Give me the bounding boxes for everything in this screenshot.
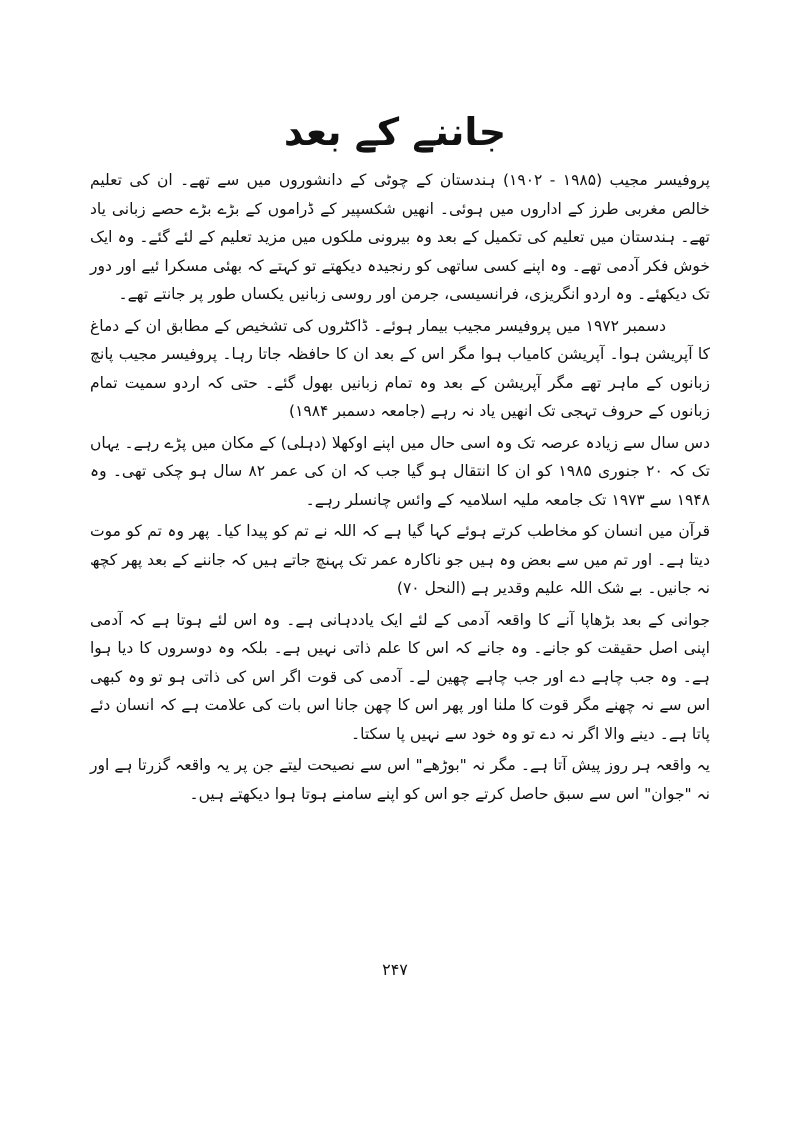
page-title: جاننے کے بعد bbox=[283, 110, 507, 154]
paragraph-5: جوانی کے بعد بڑھاپا آنے کا واقعہ آدمی کے لئے ایک یاددہانی ہے۔ وہ اس لئے ہوتا ہے کہ آدمی اپنی اصل حقیقت کو جانے۔ وہ جانے کہ اس کا علم ذاتی نہیں ہے۔ بلکہ وہ دوسروں کا دیا ہوا ہے۔ وہ جب چاہے دے اور جب چاہے چھین لے۔ آدمی کی قوت اگر اس کی ذاتی ہو تو وہ کبھی اس سے نہ چھنے مگر قوت کا ملنا اور پھر اس کا چھن جانا اس بات کی علامت ہے کہ انسان دئے پاتا ہے۔ دینے والا اگر نہ دے تو وہ خود سے نہیں پا سکتا۔ bbox=[90, 610, 710, 743]
paragraph-6: یہ واقعہ ہر روز پیش آتا ہے۔ مگر نہ "بوڑھے" اس سے نصیحت لیتے جن پر یہ واقعہ گزرتا ہے اور نہ "جوان" اس سے سبق حاصل کرتے جو اس کو اپنے سامنے ہوتا ہوا دیکھتے ہیں۔ bbox=[90, 756, 710, 803]
page-number: ۲۴۷ bbox=[382, 960, 408, 979]
paragraph-3: دس سال سے زیادہ عرصہ تک وہ اسی حال میں اپنے اوکھلا (دہلی) کے مکان میں پڑے رہے۔ یہاں تک کہ ۲۰ جنوری ۱۹۸۵ کو ان کا انتقال ہو گیا جب کہ ان کی عمر ۸۲ سال ہو چکی تھی۔ وہ ۱۹۴۸ سے ۱۹۷۳ تک جامعہ ملیہ اسلامیہ کے وائس چانسلر رہے۔ bbox=[90, 433, 710, 509]
paragraph-2: دسمبر ۱۹۷۲ میں پروفیسر مجیب بیمار ہوئے۔ ڈاکٹروں کی تشخیص کے مطابق ان کے دماغ کا آپریشن ہوا۔ آپریشن کامیاب ہوا مگر اس کے بعد ان کا حافظہ جاتا رہا۔ پروفیسر مجیب پانچ زبانوں کے ماہر تھے مگر آپریشن کے بعد وہ تمام زبانیں بھول گئے۔ حتی کہ اردو سمیت تمام زبانوں کے حروف تہجی تک انھیں یاد نہ رہے (جامعہ دسمبر ۱۹۸۴) bbox=[90, 316, 710, 420]
paragraph-1: پروفیسر مجیب (۱۹۸۵ - ۱۹۰۲) ہندستان کے چوٹی کے دانشوروں میں سے تھے۔ ان کی تعلیم خالص مغربی طرز کے اداروں میں ہوئی۔ انھیں شکسپیر کے ڈراموں کے بڑے بڑے حصے زبانی یاد تھے۔ ہندستان میں تعلیم کی تکمیل کے بعد وہ بیرونی ملکوں میں مزید تعلیم کے لئے گئے۔ وہ ایک خوش فکر آدمی تھے۔ وہ اپنے کسی ساتھی کو رنجیدہ دیکھتے تو کہتے کہ بھئی مسکرا ئیے اور دور تک دیکھئے۔ وہ اردو انگریزی، فرانسیسی، جرمن اور روسی زبانیں یکساں طور پر جانتے تھے۔ bbox=[90, 171, 710, 303]
article-body bbox=[90, 166, 710, 811]
paragraph-4: قرآن میں انسان کو مخاطب کرتے ہوئے کہا گیا ہے کہ اللہ نے تم کو پیدا کیا۔ پھر وہ تم کو موت دیتا ہے۔ اور تم میں سے بعض وہ ہیں جو ناکارہ عمر تک پہنچ جاتے ہیں کہ جاننے کے بعد پھر کچھ نہ جانیں۔ بے شک اللہ علیم وقدیر ہے (النحل ۷۰) bbox=[90, 522, 710, 597]
